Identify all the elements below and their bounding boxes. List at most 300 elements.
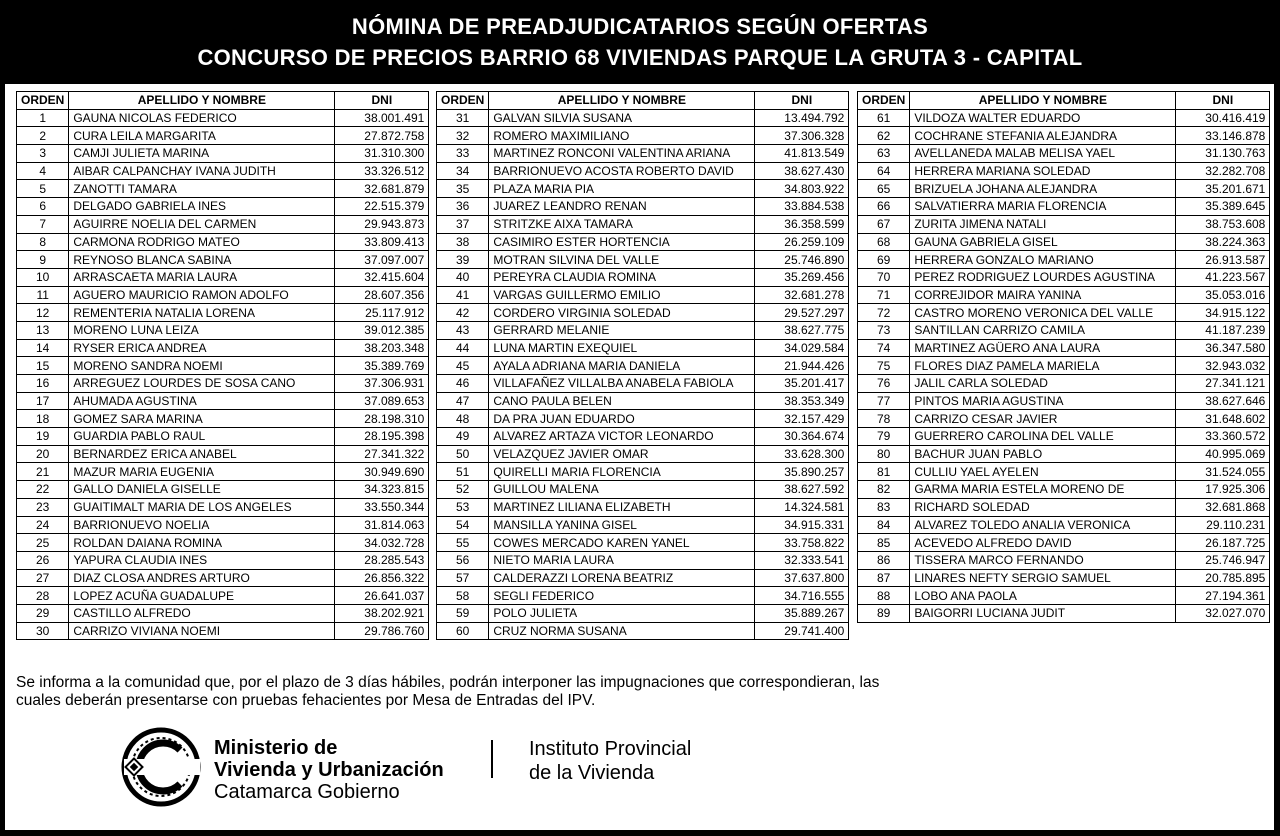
dni-cell: 33.326.512 xyxy=(335,162,429,180)
dni-cell: 38.627.775 xyxy=(755,321,849,339)
apellido-nombre-cell: YAPURA CLAUDIA INES xyxy=(69,551,335,569)
dni-cell: 25.746.890 xyxy=(755,251,849,269)
apellido-nombre-cell: CAMJI JULIETA MARINA xyxy=(69,145,335,163)
apellido-nombre-cell: CASTRO MORENO VERONICA DEL VALLE xyxy=(910,304,1176,322)
table-row xyxy=(17,162,429,180)
table-row xyxy=(17,463,429,481)
dni-cell: 41.223.567 xyxy=(1176,268,1270,286)
dni-cell: 26.259.109 xyxy=(755,233,849,251)
orden-cell: 62 xyxy=(858,127,910,145)
orden-cell: 54 xyxy=(437,516,489,534)
orden-cell: 55 xyxy=(437,534,489,552)
apellido-nombre-cell: GALLO DANIELA GISELLE xyxy=(69,481,335,499)
orden-cell: 11 xyxy=(17,286,69,304)
orden-cell: 63 xyxy=(858,145,910,163)
apellido-nombre-cell: CULLIU YAEL AYELEN xyxy=(910,463,1176,481)
table-row xyxy=(17,498,429,516)
dni-cell: 35.389.769 xyxy=(335,357,429,375)
table-row xyxy=(858,304,1270,322)
orden-cell: 73 xyxy=(858,321,910,339)
apellido-nombre-cell: MORENO SANDRA NOEMI xyxy=(69,357,335,375)
dni-cell: 32.157.429 xyxy=(755,410,849,428)
apellido-nombre-cell: CALDERAZZI LORENA BEATRIZ xyxy=(489,569,755,587)
header-orden: ORDEN xyxy=(858,92,910,110)
apellido-nombre-cell: SALVATIERRA MARIA FLORENCIA xyxy=(910,198,1176,216)
apellido-nombre-cell: DA PRA JUAN EDUARDO xyxy=(489,410,755,428)
table-row xyxy=(17,428,429,446)
apellido-nombre-cell: BAIGORRI LUCIANA JUDIT xyxy=(910,604,1176,622)
dni-cell: 32.282.708 xyxy=(1176,162,1270,180)
table-row xyxy=(17,551,429,569)
ministry-line-3: Catamarca Gobierno xyxy=(214,781,400,803)
orden-cell: 2 xyxy=(17,127,69,145)
table-row xyxy=(17,357,429,375)
dni-cell: 31.648.602 xyxy=(1176,410,1270,428)
dni-cell: 14.324.581 xyxy=(755,498,849,516)
table-row xyxy=(437,445,849,463)
apellido-nombre-cell: PEREZ RODRIGUEZ LOURDES AGUSTINA xyxy=(910,268,1176,286)
apellido-nombre-cell: GAUNA GABRIELA GISEL xyxy=(910,233,1176,251)
orden-cell: 58 xyxy=(437,587,489,605)
orden-cell: 84 xyxy=(858,516,910,534)
table-row xyxy=(858,587,1270,605)
orden-cell: 35 xyxy=(437,180,489,198)
orden-cell: 64 xyxy=(858,162,910,180)
header-orden: ORDEN xyxy=(437,92,489,110)
dni-cell: 31.814.063 xyxy=(335,516,429,534)
orden-cell: 33 xyxy=(437,145,489,163)
ministry-logo-icon xyxy=(120,726,202,808)
orden-cell: 14 xyxy=(17,339,69,357)
dni-cell: 26.856.322 xyxy=(335,569,429,587)
orden-cell: 6 xyxy=(17,198,69,216)
table-row xyxy=(17,392,429,410)
dni-cell: 30.949.690 xyxy=(335,463,429,481)
dni-cell: 37.306.931 xyxy=(335,375,429,393)
table-row xyxy=(17,215,429,233)
apellido-nombre-cell: GOMEZ SARA MARINA xyxy=(69,410,335,428)
table-row xyxy=(437,162,849,180)
dni-cell: 32.943.032 xyxy=(1176,357,1270,375)
apellido-nombre-cell: MARTINEZ LILIANA ELIZABETH xyxy=(489,498,755,516)
dni-cell: 29.527.297 xyxy=(755,304,849,322)
table-row xyxy=(858,551,1270,569)
table-row xyxy=(858,233,1270,251)
table-row xyxy=(17,534,429,552)
apellido-nombre-cell: DIAZ CLOSA ANDRES ARTURO xyxy=(69,569,335,587)
table-row xyxy=(858,375,1270,393)
orden-cell: 29 xyxy=(17,604,69,622)
header-dni: DNI xyxy=(335,92,429,110)
orden-cell: 28 xyxy=(17,587,69,605)
table-row xyxy=(437,551,849,569)
dni-cell: 34.323.815 xyxy=(335,481,429,499)
table-row xyxy=(17,286,429,304)
apellido-nombre-cell: QUIRELLI MARIA FLORENCIA xyxy=(489,463,755,481)
apellido-nombre-cell: AGUIRRE NOELIA DEL CARMEN xyxy=(69,215,335,233)
table-row xyxy=(858,428,1270,446)
apellido-nombre-cell: CASIMIRO ESTER HORTENCIA xyxy=(489,233,755,251)
dni-cell: 30.364.674 xyxy=(755,428,849,446)
orden-cell: 51 xyxy=(437,463,489,481)
orden-cell: 1 xyxy=(17,109,69,127)
orden-cell: 82 xyxy=(858,481,910,499)
table-row xyxy=(858,410,1270,428)
apellido-nombre-cell: CANO PAULA BELEN xyxy=(489,392,755,410)
table-row xyxy=(17,569,429,587)
apellido-nombre-cell: HERRERA MARIANA SOLEDAD xyxy=(910,162,1176,180)
dni-cell: 30.416.419 xyxy=(1176,109,1270,127)
table-row xyxy=(437,534,849,552)
table-row xyxy=(437,516,849,534)
orden-cell: 59 xyxy=(437,604,489,622)
orden-cell: 74 xyxy=(858,339,910,357)
apellido-nombre-cell: VILDOZA WALTER EDUARDO xyxy=(910,109,1176,127)
dni-cell: 27.194.361 xyxy=(1176,587,1270,605)
orden-cell: 37 xyxy=(437,215,489,233)
apellido-nombre-cell: REYNOSO BLANCA SABINA xyxy=(69,251,335,269)
apellido-nombre-cell: GERRARD MELANIE xyxy=(489,321,755,339)
orden-cell: 65 xyxy=(858,180,910,198)
apellido-nombre-cell: MARTINEZ AGÜERO ANA LAURA xyxy=(910,339,1176,357)
apellido-nombre-cell: SEGLI FEDERICO xyxy=(489,587,755,605)
apellido-nombre-cell: RICHARD SOLEDAD xyxy=(910,498,1176,516)
dni-cell: 27.341.322 xyxy=(335,445,429,463)
apellido-nombre-cell: CARRIZO CESAR JAVIER xyxy=(910,410,1176,428)
table-header-row xyxy=(437,92,849,110)
orden-cell: 67 xyxy=(858,215,910,233)
dni-cell: 37.097.007 xyxy=(335,251,429,269)
orden-cell: 27 xyxy=(17,569,69,587)
apellido-nombre-cell: ACEVEDO ALFREDO DAVID xyxy=(910,534,1176,552)
dni-cell: 37.306.328 xyxy=(755,127,849,145)
apellido-nombre-cell: GAUNA NICOLAS FEDERICO xyxy=(69,109,335,127)
dni-cell: 34.803.922 xyxy=(755,180,849,198)
apellido-nombre-cell: MANSILLA YANINA GISEL xyxy=(489,516,755,534)
dni-cell: 33.146.878 xyxy=(1176,127,1270,145)
ministry-name xyxy=(214,737,444,803)
ministry-line-1: Ministerio de xyxy=(214,737,338,759)
orden-cell: 78 xyxy=(858,410,910,428)
table-row xyxy=(858,321,1270,339)
table-row xyxy=(17,445,429,463)
orden-cell: 7 xyxy=(17,215,69,233)
table-row xyxy=(858,145,1270,163)
dni-cell: 41.187.239 xyxy=(1176,321,1270,339)
apellido-nombre-cell: DELGADO GABRIELA INES xyxy=(69,198,335,216)
apellido-nombre-cell: BERNARDEZ ERICA ANABEL xyxy=(69,445,335,463)
table-row xyxy=(437,428,849,446)
apellido-nombre-cell: MORENO LUNA LEIZA xyxy=(69,321,335,339)
orden-cell: 4 xyxy=(17,162,69,180)
dni-cell: 31.310.300 xyxy=(335,145,429,163)
apellido-nombre-cell: GUERRERO CAROLINA DEL VALLE xyxy=(910,428,1176,446)
dni-cell: 32.681.278 xyxy=(755,286,849,304)
orden-cell: 25 xyxy=(17,534,69,552)
dni-cell: 29.786.760 xyxy=(335,622,429,640)
dni-cell: 35.889.267 xyxy=(755,604,849,622)
table-row xyxy=(858,481,1270,499)
dni-cell: 35.053.016 xyxy=(1176,286,1270,304)
apellido-nombre-cell: FLORES DIAZ PAMELA MARIELA xyxy=(910,357,1176,375)
orden-cell: 79 xyxy=(858,428,910,446)
table-row xyxy=(17,198,429,216)
table-row xyxy=(17,268,429,286)
table-row xyxy=(17,251,429,269)
orden-cell: 47 xyxy=(437,392,489,410)
apellido-nombre-cell: LUNA MARTIN EXEQUIEL xyxy=(489,339,755,357)
dni-cell: 33.809.413 xyxy=(335,233,429,251)
ipv-line-2: de la Vivienda xyxy=(529,762,655,784)
orden-cell: 34 xyxy=(437,162,489,180)
dni-cell: 38.203.348 xyxy=(335,339,429,357)
dni-cell: 38.001.491 xyxy=(335,109,429,127)
dni-cell: 26.641.037 xyxy=(335,587,429,605)
dni-cell: 38.627.430 xyxy=(755,162,849,180)
table-row xyxy=(17,127,429,145)
orden-cell: 56 xyxy=(437,551,489,569)
table-row xyxy=(437,392,849,410)
dni-cell: 38.627.592 xyxy=(755,481,849,499)
dni-cell: 31.130.763 xyxy=(1176,145,1270,163)
table-row xyxy=(858,162,1270,180)
apellido-nombre-cell: RYSER ERICA ANDREA xyxy=(69,339,335,357)
apellido-nombre-cell: AHUMADA AGUSTINA xyxy=(69,392,335,410)
orden-cell: 85 xyxy=(858,534,910,552)
table-row xyxy=(858,268,1270,286)
orden-cell: 72 xyxy=(858,304,910,322)
apellido-nombre-cell: ZANOTTI TAMARA xyxy=(69,180,335,198)
orden-cell: 71 xyxy=(858,286,910,304)
dni-cell: 28.198.310 xyxy=(335,410,429,428)
orden-cell: 15 xyxy=(17,357,69,375)
dni-cell: 22.515.379 xyxy=(335,198,429,216)
table-row xyxy=(437,604,849,622)
apellido-nombre-cell: ALVAREZ TOLEDO ANALIA VERONICA xyxy=(910,516,1176,534)
orden-cell: 32 xyxy=(437,127,489,145)
table-row xyxy=(17,516,429,534)
table-row xyxy=(437,286,849,304)
dni-cell: 21.944.426 xyxy=(755,357,849,375)
table-row xyxy=(17,375,429,393)
table-row xyxy=(437,622,849,640)
apellido-nombre-cell: JUAREZ LEANDRO RENAN xyxy=(489,198,755,216)
dni-cell: 26.187.725 xyxy=(1176,534,1270,552)
table-row xyxy=(17,180,429,198)
table-row xyxy=(858,463,1270,481)
orden-cell: 86 xyxy=(858,551,910,569)
apellido-nombre-cell: POLO JULIETA xyxy=(489,604,755,622)
awardee-table-3 xyxy=(857,91,1270,623)
apellido-nombre-cell: LOBO ANA PAOLA xyxy=(910,587,1176,605)
table-row xyxy=(17,622,429,640)
dni-cell: 27.341.121 xyxy=(1176,375,1270,393)
orden-cell: 22 xyxy=(17,481,69,499)
orden-cell: 41 xyxy=(437,286,489,304)
orden-cell: 39 xyxy=(437,251,489,269)
apellido-nombre-cell: MAZUR MARIA EUGENIA xyxy=(69,463,335,481)
table-row xyxy=(437,109,849,127)
apellido-nombre-cell: PEREYRA CLAUDIA ROMINA xyxy=(489,268,755,286)
apellido-nombre-cell: GUAITIMALT MARIA DE LOS ANGELES xyxy=(69,498,335,516)
apellido-nombre-cell: CARRIZO VIVIANA NOEMI xyxy=(69,622,335,640)
apellido-nombre-cell: CORDERO VIRGINIA SOLEDAD xyxy=(489,304,755,322)
table-row xyxy=(437,481,849,499)
orden-cell: 40 xyxy=(437,268,489,286)
table-row xyxy=(437,498,849,516)
apellido-nombre-cell: VARGAS GUILLERMO EMILIO xyxy=(489,286,755,304)
dni-cell: 28.607.356 xyxy=(335,286,429,304)
table-row xyxy=(437,198,849,216)
orden-cell: 46 xyxy=(437,375,489,393)
dni-cell: 32.415.604 xyxy=(335,268,429,286)
table-row xyxy=(437,375,849,393)
dni-cell: 29.110.231 xyxy=(1176,516,1270,534)
dni-cell: 38.224.363 xyxy=(1176,233,1270,251)
orden-cell: 21 xyxy=(17,463,69,481)
orden-cell: 66 xyxy=(858,198,910,216)
dni-cell: 37.089.653 xyxy=(335,392,429,410)
dni-cell: 34.716.555 xyxy=(755,587,849,605)
dni-cell: 35.201.417 xyxy=(755,375,849,393)
orden-cell: 19 xyxy=(17,428,69,446)
apellido-nombre-cell: CARMONA RODRIGO MATEO xyxy=(69,233,335,251)
apellido-nombre-cell: CURA LEILA MARGARITA xyxy=(69,127,335,145)
table-row xyxy=(437,463,849,481)
apellido-nombre-cell: SANTILLAN CARRIZO CAMILA xyxy=(910,321,1176,339)
table-row xyxy=(437,321,849,339)
orden-cell: 60 xyxy=(437,622,489,640)
orden-cell: 16 xyxy=(17,375,69,393)
orden-cell: 12 xyxy=(17,304,69,322)
dni-cell: 34.029.584 xyxy=(755,339,849,357)
orden-cell: 77 xyxy=(858,392,910,410)
table-row xyxy=(858,445,1270,463)
apellido-nombre-cell: GALVAN SILVIA SUSANA xyxy=(489,109,755,127)
table-row xyxy=(858,251,1270,269)
table-row xyxy=(17,410,429,428)
orden-cell: 68 xyxy=(858,233,910,251)
table-row xyxy=(858,498,1270,516)
table-row xyxy=(858,569,1270,587)
apellido-nombre-cell: CASTILLO ALFREDO xyxy=(69,604,335,622)
orden-cell: 31 xyxy=(437,109,489,127)
orden-cell: 76 xyxy=(858,375,910,393)
orden-cell: 5 xyxy=(17,180,69,198)
table-row xyxy=(17,587,429,605)
title-line-2: CONCURSO DE PRECIOS BARRIO 68 VIVIENDAS PARQUE LA GRUTA 3 - CAPITAL xyxy=(197,45,1083,70)
table-row xyxy=(17,321,429,339)
orden-cell: 43 xyxy=(437,321,489,339)
ministry-line-2: Vivienda y Urbanización xyxy=(214,759,444,781)
orden-cell: 80 xyxy=(858,445,910,463)
table-row xyxy=(437,127,849,145)
dni-cell: 41.813.549 xyxy=(755,145,849,163)
dni-cell: 39.012.385 xyxy=(335,321,429,339)
orden-cell: 42 xyxy=(437,304,489,322)
awardee-table-2 xyxy=(436,91,849,640)
table-row xyxy=(858,180,1270,198)
apellido-nombre-cell: BARRIONUEVO ACOSTA ROBERTO DAVID xyxy=(489,162,755,180)
awardee-table-1 xyxy=(16,91,429,640)
apellido-nombre-cell: GUILLOU MALENA xyxy=(489,481,755,499)
apellido-nombre-cell: ROLDAN DAIANA ROMINA xyxy=(69,534,335,552)
dni-cell: 20.785.895 xyxy=(1176,569,1270,587)
apellido-nombre-cell: BARRIONUEVO NOELIA xyxy=(69,516,335,534)
apellido-nombre-cell: ARRASCAETA MARIA LAURA xyxy=(69,268,335,286)
dni-cell: 34.915.331 xyxy=(755,516,849,534)
orden-cell: 44 xyxy=(437,339,489,357)
orden-cell: 30 xyxy=(17,622,69,640)
apellido-nombre-cell: PINTOS MARIA AGUSTINA xyxy=(910,392,1176,410)
dni-cell: 29.943.873 xyxy=(335,215,429,233)
orden-cell: 3 xyxy=(17,145,69,163)
impugnation-notice: Se informa a la comunidad que, por el plazo de 3 días hábiles, podrán interponer las impugnaciones que correspondieran, las cuales deberán presentarse con pruebas fehacientes por Mesa de Entradas del IPV. xyxy=(16,674,880,709)
header-apellido-nombre: APELLIDO Y NOMBRE xyxy=(489,92,755,110)
table-row xyxy=(858,534,1270,552)
orden-cell: 8 xyxy=(17,233,69,251)
apellido-nombre-cell: PLAZA MARIA PIA xyxy=(489,180,755,198)
dni-cell: 32.681.868 xyxy=(1176,498,1270,516)
orden-cell: 52 xyxy=(437,481,489,499)
dni-cell: 38.627.646 xyxy=(1176,392,1270,410)
dni-cell: 33.628.300 xyxy=(755,445,849,463)
header-apellido-nombre: APELLIDO Y NOMBRE xyxy=(69,92,335,110)
dni-cell: 28.285.543 xyxy=(335,551,429,569)
apellido-nombre-cell: ALVAREZ ARTAZA VICTOR LEONARDO xyxy=(489,428,755,446)
dni-cell: 34.915.122 xyxy=(1176,304,1270,322)
apellido-nombre-cell: HERRERA GONZALO MARIANO xyxy=(910,251,1176,269)
apellido-nombre-cell: GARMA MARIA ESTELA MORENO DE xyxy=(910,481,1176,499)
table-row xyxy=(437,215,849,233)
table-row xyxy=(437,145,849,163)
apellido-nombre-cell: TISSERA MARCO FERNANDO xyxy=(910,551,1176,569)
table-row xyxy=(858,392,1270,410)
dni-cell: 35.201.671 xyxy=(1176,180,1270,198)
title-line-1: NÓMINA DE PREADJUDICATARIOS SEGÚN OFERTAS xyxy=(351,14,929,39)
dni-cell: 36.358.599 xyxy=(755,215,849,233)
apellido-nombre-cell: STRITZKE AIXA TAMARA xyxy=(489,215,755,233)
orden-cell: 45 xyxy=(437,357,489,375)
header-orden: ORDEN xyxy=(17,92,69,110)
orden-cell: 24 xyxy=(17,516,69,534)
dni-cell: 35.269.456 xyxy=(755,268,849,286)
orden-cell: 50 xyxy=(437,445,489,463)
table-row xyxy=(437,339,849,357)
dni-cell: 32.681.879 xyxy=(335,180,429,198)
orden-cell: 23 xyxy=(17,498,69,516)
orden-cell: 69 xyxy=(858,251,910,269)
dni-cell: 33.758.822 xyxy=(755,534,849,552)
dni-cell: 33.550.344 xyxy=(335,498,429,516)
dni-cell: 28.195.398 xyxy=(335,428,429,446)
dni-cell: 17.925.306 xyxy=(1176,481,1270,499)
dni-cell: 35.389.645 xyxy=(1176,198,1270,216)
dni-cell: 33.884.538 xyxy=(755,198,849,216)
apellido-nombre-cell: REMENTERIA NATALIA LORENA xyxy=(69,304,335,322)
table-row xyxy=(437,569,849,587)
dni-cell: 32.027.070 xyxy=(1176,604,1270,622)
table-row xyxy=(437,410,849,428)
dni-cell: 37.637.800 xyxy=(755,569,849,587)
dni-cell: 38.753.608 xyxy=(1176,215,1270,233)
apellido-nombre-cell: CORREJIDOR MAIRA YANINA xyxy=(910,286,1176,304)
table-row xyxy=(17,604,429,622)
orden-cell: 36 xyxy=(437,198,489,216)
apellido-nombre-cell: ROMERO MAXIMILIANO xyxy=(489,127,755,145)
apellido-nombre-cell: JALIL CARLA SOLEDAD xyxy=(910,375,1176,393)
orden-cell: 53 xyxy=(437,498,489,516)
